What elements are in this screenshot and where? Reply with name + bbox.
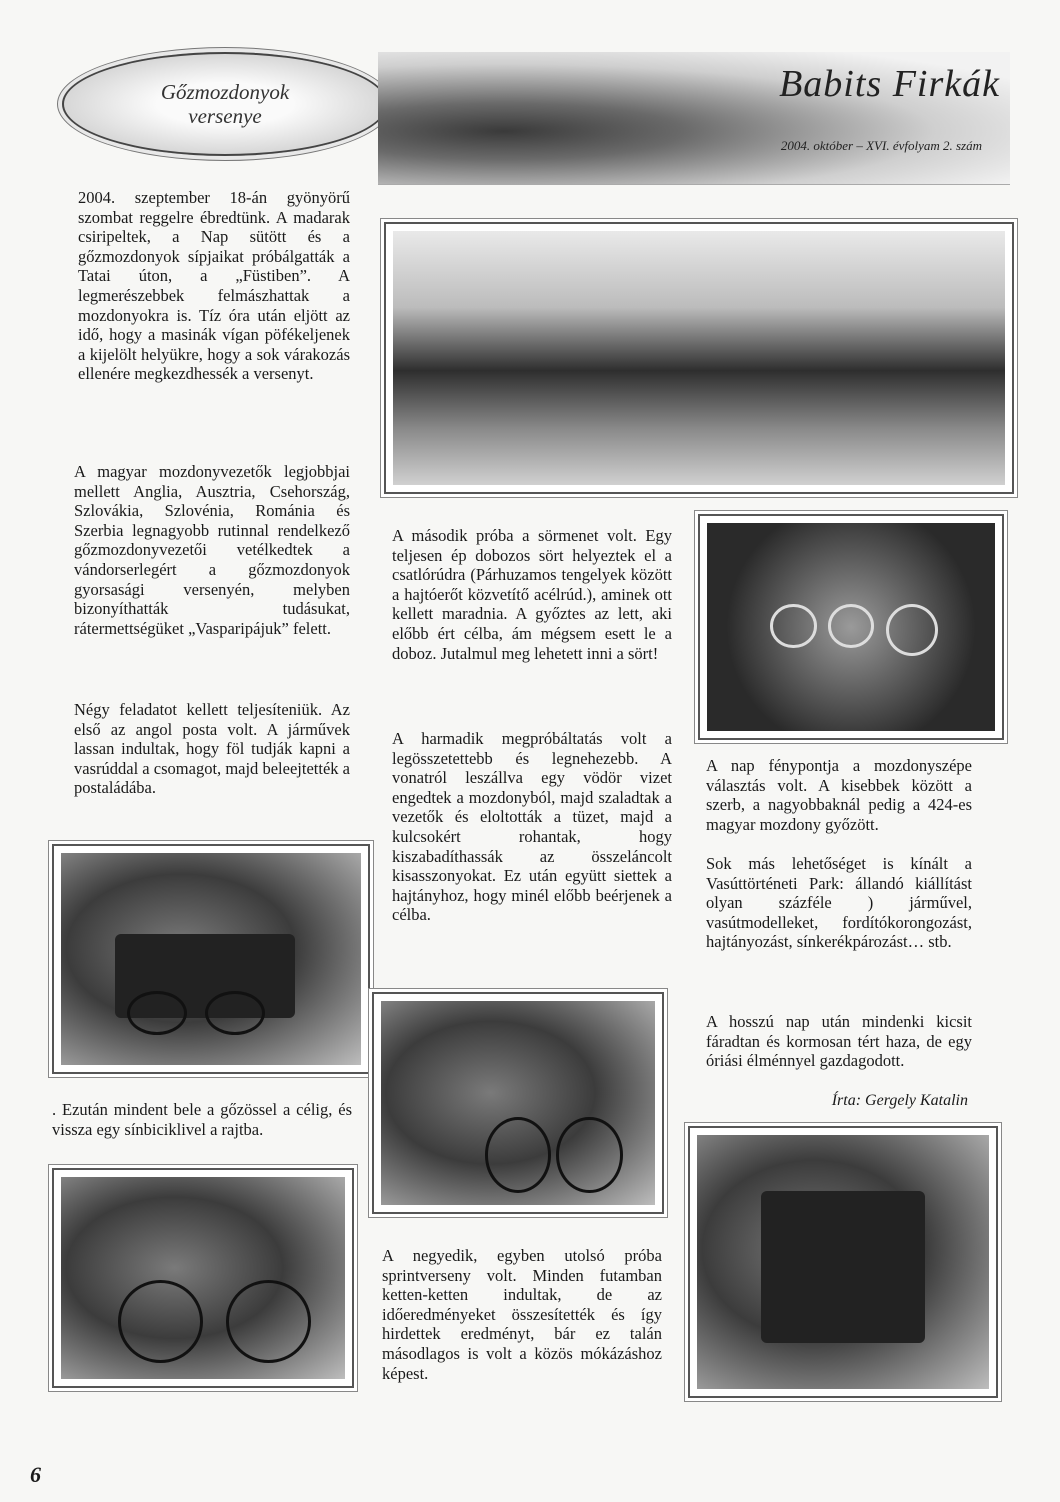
locomotive-cab-gauges-photo xyxy=(698,514,1004,740)
steam-locomotive-roundhouse-photo xyxy=(384,222,1014,494)
page-number: 6 xyxy=(30,1462,41,1487)
right-paragraph-1: A nap fénypontja a mozdonyszépe választás volt. A kisebbek között a szerb, a nagyobbaknál pedig a 424-es magyar mozdony győzött. xyxy=(706,756,972,834)
middle-paragraph-2: A harmadik megpróbáltatás volt a legösszetettebb és legnehezebb. A vonatról leszállva egy vödör vizet engedtek a mozdonyból, majd szaladtak a vezetők és eloltották a tüzet, majd a kulcsokért rohantak, hogy kiszabadíthassák az összeláncolt kisasszonyokat. Ez után együtt siettek a hajtányhoz, hogy minél előbb beérjenek a célba. xyxy=(392,729,672,925)
locomotive-424-photo xyxy=(688,1126,998,1398)
author-signature: Írta: Gergely Katalin xyxy=(831,1092,968,1109)
newspaper-title: Babits Firkák xyxy=(779,63,1000,105)
right-paragraph-3: A hosszú nap után mindenki kicsit fáradtan és kormosan tért haza, de egy óriási élménnyel gazdagodott. xyxy=(706,1012,972,1071)
middle-paragraph-3: A negyedik, egyben utolsó próba sprintverseny volt. Minden futamban ketten-ketten indultak, de az időeredményeket összesítették és így hirdettek eredményt, bár ez talán másodlagos is volt a közös mókázáshoz képest. xyxy=(382,1246,662,1383)
title-oval xyxy=(62,52,388,156)
left-paragraph-3: Négy feladatot kellett teljesíteniük. Az első az angol posta volt. A járművek lassan indultak, hogy föl tudják kapni a vasrúddal a csomagot, majd beleejtették a postaládába. xyxy=(74,700,350,798)
handcar-sprint-photo xyxy=(52,1168,354,1388)
handcar-post-photo xyxy=(372,992,664,1214)
middle-paragraph-1: A második próba a sörmenet volt. Egy teljesen ép dobozos sört helyeztek el a csatlórúdra (Párhuzamos tengelyek között a hajtóerőt közvetítő acélrúd.), aminek ott kellett maradnia. A győztes az lett, aki előbb ért célba, ám mégsem esett le a doboz. Jutalmul meg lehetett inni a sört! xyxy=(392,526,672,663)
article-title-line2: versenye xyxy=(188,104,262,128)
left-paragraph-1: 2004. szeptember 18-án gyönyörű szombat reggelre ébredtünk. A madarak csiripeltek, a Nap sütött és a gőzmozdonyok sípjaikat próbálgatták a Tatai úton, a „Füstiben”. A legmerészebbek felmászhattak a mozdonyokra is. Tíz óra után eljött az idő, hogy a masinák vígan pöfékeljenek a kijelölt helyükre, hogy a sok várakozás ellenére megkezdhessék a versenyt. xyxy=(78,188,350,384)
right-paragraph-2: Sok más lehetőséget is kínált a Vasúttörténeti Park: állandó kiállítást olyan százféle ) járművel, vasútmodelleket, fordítókorongozást, hajtányozást, sínkerékpározást… stb. xyxy=(706,854,972,952)
article-title-line1: Gőzmozdonyok xyxy=(160,80,290,104)
locomotive-crowd-photo xyxy=(52,844,370,1074)
left-paragraph-4: . Ezután mindent bele a gőzössel a célig, és vissza egy sínbiciklivel a rajtba. xyxy=(52,1100,352,1139)
left-paragraph-2: A magyar mozdonyvezetők legjobbjai mellett Anglia, Ausztria, Csehország, Szlovákia, Szlovénia, Románia és Szerbia legnagyobb rutinnal rendelkező gőzmozdonyvezetői vetélkedtek a vándorserlegért a gőzmozdonyok gyorsasági versenyén, melyben bizonyíthatták tudásukat, rátermettségüket „Vasparipájuk” felett. xyxy=(74,462,350,638)
issue-line: 2004. október – XVI. évfolyam 2. szám xyxy=(780,138,982,153)
